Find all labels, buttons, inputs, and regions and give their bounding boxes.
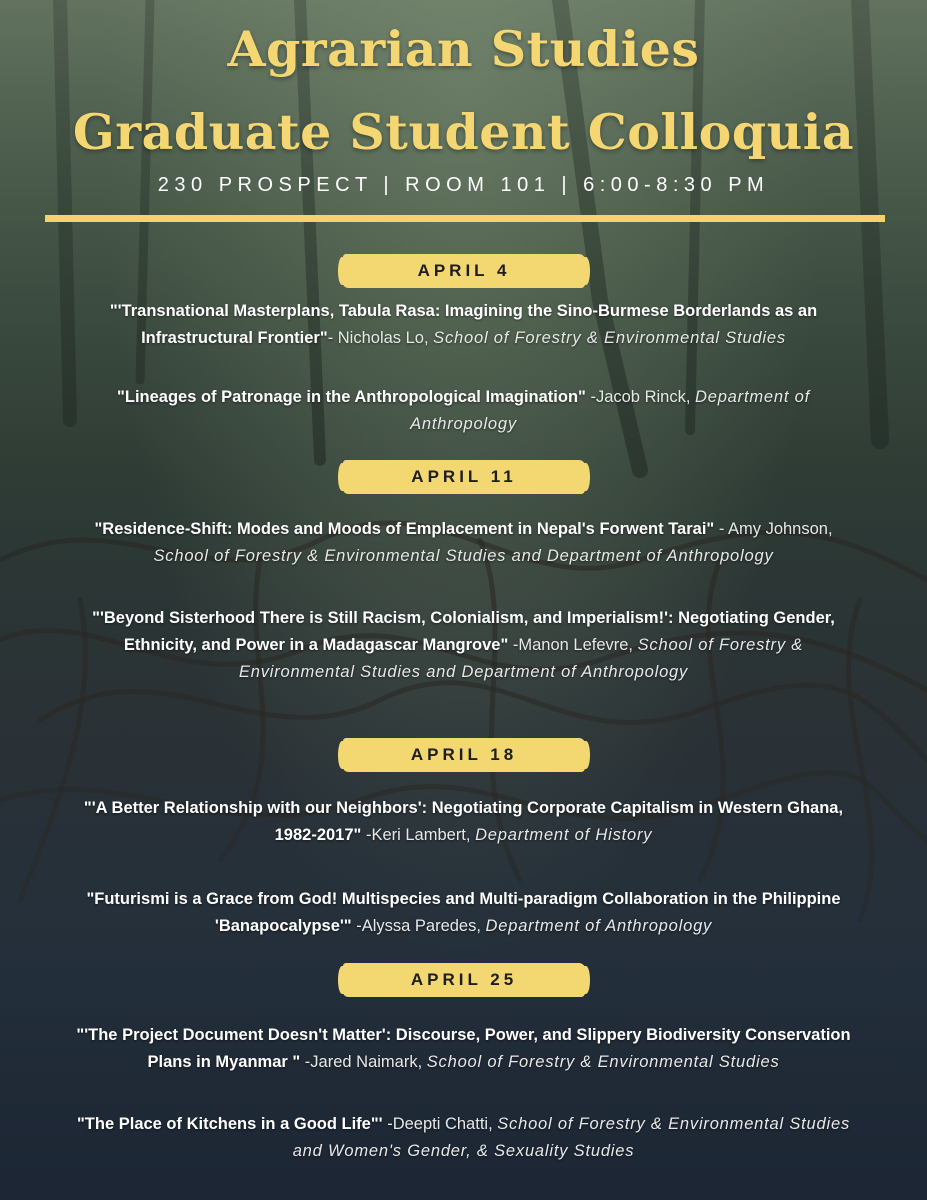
page-title-line-2: Graduate Student Colloquia xyxy=(72,103,855,161)
talk xyxy=(70,605,857,686)
talk xyxy=(70,516,857,570)
talk-affiliation: Department of History xyxy=(475,826,653,844)
talk xyxy=(70,384,857,438)
talk-title: "'A Better Relationship with our Neighbors': Negotiating Corporate Capitalism in Western Ghana, 1982-2017" xyxy=(83,799,844,844)
date-badge-april-25: APRIL 25 xyxy=(343,963,585,997)
talk-title: "Residence-Shift: Modes and Moods of Emplacement in Nepal's Forwent Tarai" xyxy=(94,520,715,538)
talk-speaker: -Manon Lefevre, xyxy=(508,636,638,654)
talk-speaker: -Deepti Chatti, xyxy=(382,1115,498,1133)
talk-affiliation: Department of Anthropology xyxy=(485,917,713,935)
talk xyxy=(70,298,857,352)
talk-speaker: -Jacob Rinck, xyxy=(585,388,695,406)
date-badge-april-11: APRIL 11 xyxy=(343,460,585,494)
venue-time: 230 PROSPECT | ROOM 101 | 6:00-8:30 PM xyxy=(157,174,770,196)
talk-title: "Futurismi is a Grace from God! Multispecies and Multi-paradigm Collaboration in the Philippine 'Banapocalypse'" xyxy=(86,890,841,935)
talk-speaker: -Keri Lambert, xyxy=(361,826,476,844)
divider xyxy=(45,215,885,222)
talk-speaker: - Nicholas Lo, xyxy=(327,329,434,347)
page-title-line-1: Agrarian Studies xyxy=(227,20,700,78)
talk-affiliation: School of Forestry & Environmental Studies and Department of Anthropology xyxy=(153,547,774,565)
talk xyxy=(70,886,857,940)
talk xyxy=(70,1022,857,1076)
talk-speaker: -Jared Naimark, xyxy=(300,1053,427,1071)
talk-title: "'Beyond Sisterhood There is Still Racism, Colonialism, and Imperialism!': Negotiating Gender, Ethnicity, and Power in a Madagascar Mangrove" xyxy=(92,609,835,654)
talk-speaker: -Alyssa Paredes, xyxy=(351,917,486,935)
talk-affiliation: School of Forestry & Environmental Studies and Women's Gender, & Sexuality Studies xyxy=(292,1115,850,1160)
talk-affiliation: School of Forestry & Environmental Studies xyxy=(433,329,786,347)
talk-title: "'The Project Document Doesn't Matter': Discourse, Power, and Slippery Biodiversity Conservation Plans in Myanmar " xyxy=(76,1026,851,1071)
talk-affiliation: School of Forestry & Environmental Studies xyxy=(426,1053,780,1071)
talk-title: "'Transnational Masterplans, Tabula Rasa: Imagining the Sino-Burmese Borderlands as an Infrastructural Frontier" xyxy=(109,302,818,347)
talk-affiliation: School of Forestry & Environmental Studies and Department of Anthropology xyxy=(238,636,804,681)
talk-affiliation: Department of Anthropology xyxy=(410,388,810,433)
talk-title: "The Place of Kitchens in a Good Life"' xyxy=(76,1115,383,1133)
date-badge-april-18: APRIL 18 xyxy=(343,738,585,772)
talk xyxy=(70,1111,857,1165)
talk-speaker: - Amy Johnson, xyxy=(714,520,833,538)
date-badge-april-4: APRIL 4 xyxy=(343,254,585,288)
talk-title: "Lineages of Patronage in the Anthropological Imagination" xyxy=(117,388,586,406)
talk xyxy=(70,795,857,849)
